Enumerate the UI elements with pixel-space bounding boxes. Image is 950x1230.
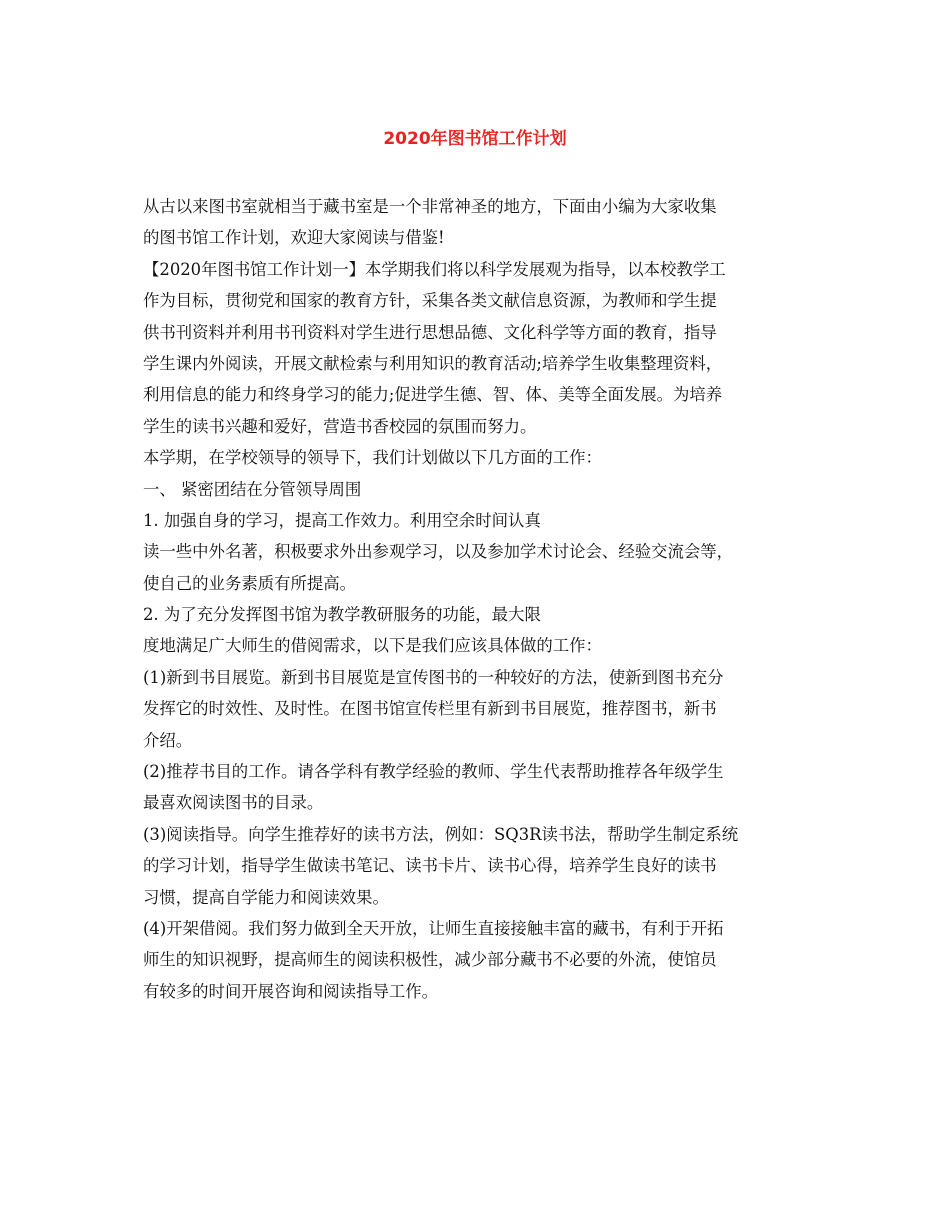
body-line: 本学期，在学校领导的领导下，我们计划做以下几方面的工作： bbox=[143, 448, 602, 468]
body-line: (2)推荐书目的工作。请各学科有教学经验的教师、学生代表帮助推荐各年级学生 bbox=[143, 762, 724, 782]
body-line: 发挥它的时效性、及时性。在图书馆宣传栏里有新到书目展览，推荐图书，新书 bbox=[143, 699, 717, 719]
body-line: 的图书馆工作计划，欢迎大家阅读与借鉴! bbox=[143, 228, 445, 248]
body-line: (1)新到书目展览。新到书目展览是宣传图书的一种较好的方法，使新到图书充分 bbox=[143, 667, 724, 687]
body-line: 介绍。 bbox=[143, 730, 193, 750]
document-title: 2020年图书馆工作计划 bbox=[383, 129, 567, 149]
body-line: 使自己的业务素质有所提高。 bbox=[143, 573, 357, 593]
body-line: 最喜欢阅读图书的目录。 bbox=[143, 793, 324, 813]
body-line: 1. 加强自身的学习，提高工作效力。利用空余时间认真 bbox=[143, 510, 541, 530]
document-body bbox=[143, 191, 813, 1007]
body-line: 读一些中外名著，积极要求外出参观学习，以及参加学术讨论会、经验交流会等， bbox=[143, 542, 734, 562]
body-line: 师生的知识视野，提高师生的阅读积极性，减少部分藏书不必要的外流，使馆员 bbox=[143, 950, 717, 970]
body-line: 【2020年图书馆工作计划一】本学期我们将以科学发展观为指导，以本校教学工 bbox=[143, 259, 726, 279]
body-line: 供书刊资料并利用书刊资料对学生进行思想品德、文化科学等方面的教育，指导 bbox=[143, 322, 717, 342]
body-line: 度地满足广大师生的借阅需求，以下是我们应该具体做的工作： bbox=[143, 636, 602, 656]
body-line: (4)开架借阅。我们努力做到全天开放，让师生直接接触丰富的藏书，有利于开拓 bbox=[143, 918, 724, 938]
body-line: 从古以来图书室就相当于藏书室是一个非常神圣的地方，下面由小编为大家收集 bbox=[143, 197, 717, 216]
body-line: 作为目标，贯彻党和国家的教育方针，采集各类文献信息资源，为教师和学生提 bbox=[143, 291, 717, 311]
body-line: 2. 为了充分发挥图书馆为教学教研服务的功能，最大限 bbox=[143, 605, 541, 625]
body-line: 学生的读书兴趣和爱好，营造书香校园的氛围而努力。 bbox=[143, 416, 537, 436]
body-line: 利用信息的能力和终身学习的能力;促进学生德、智、体、美等全面发展。为培养 bbox=[143, 385, 723, 405]
body-line: 的学习计划，指导学生做读书笔记、读书卡片、读书心得，培养学生良好的读书 bbox=[143, 856, 717, 876]
body-line: 学生课内外阅读，开展文献检索与利用知识的教育活动;培养学生收集整理资料， bbox=[143, 353, 723, 373]
body-line: 有较多的时间开展咨询和阅读指导工作。 bbox=[143, 981, 439, 1001]
section-heading: 一、 紧密团结在分管领导周围 bbox=[143, 479, 362, 499]
body-line: (3)阅读指导。向学生推荐好的读书方法，例如：SQ3R读书法，帮助学生制定系统 bbox=[143, 824, 739, 844]
body-line: 习惯，提高自学能力和阅读效果。 bbox=[143, 887, 389, 907]
